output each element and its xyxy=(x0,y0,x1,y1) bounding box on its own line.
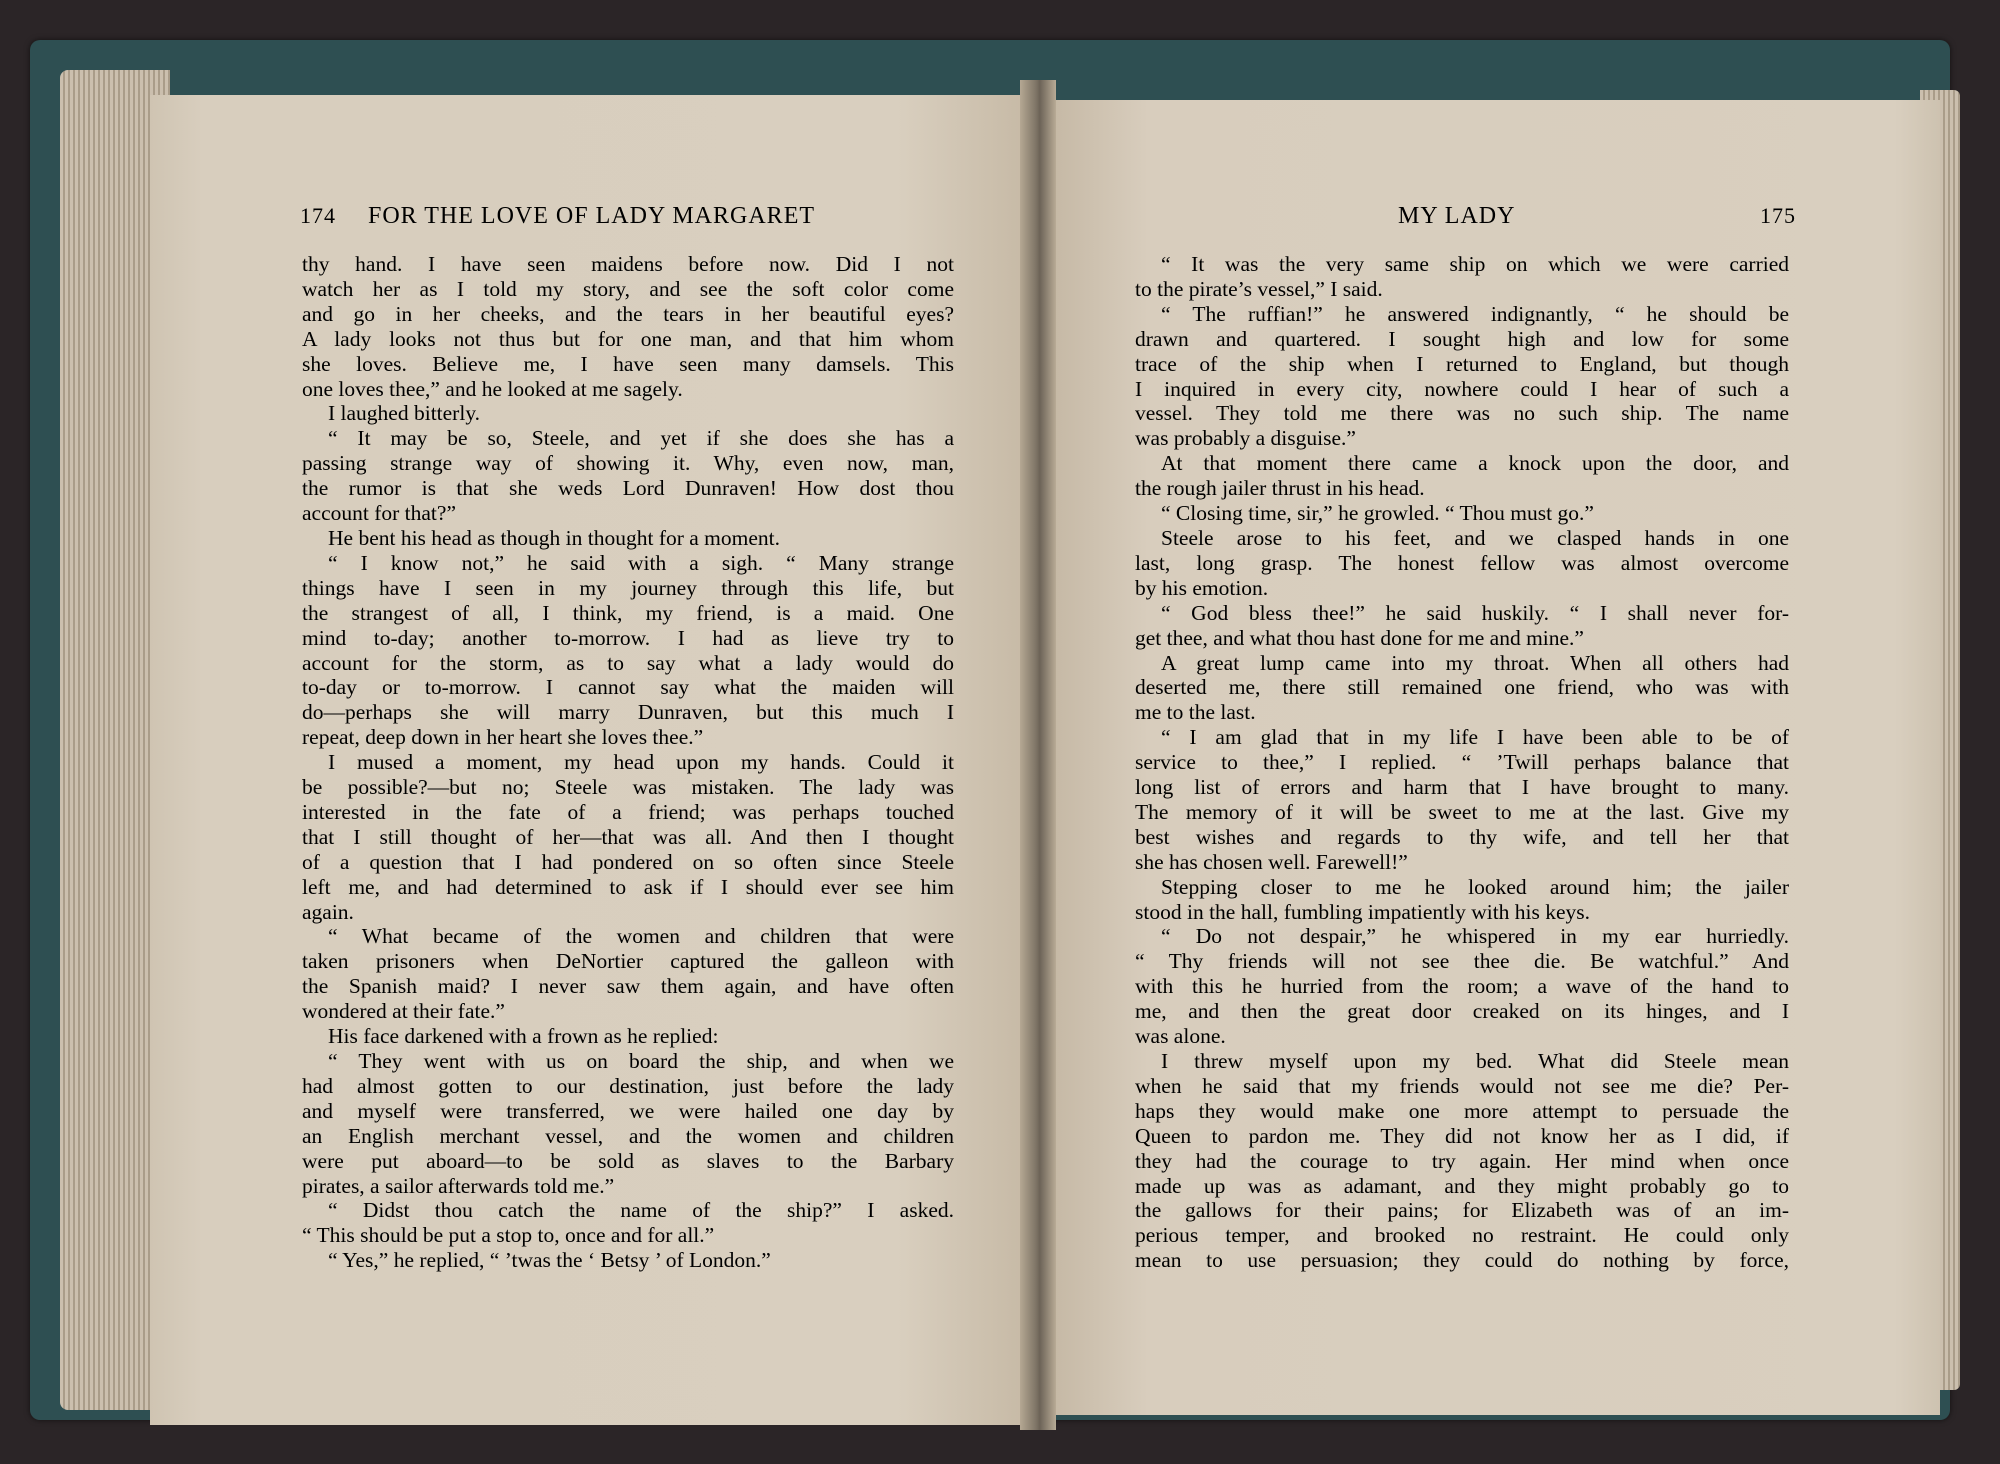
text-line: that I still thought of her—that was all. And then I thought xyxy=(302,824,954,849)
text-line: account for that?” xyxy=(302,501,456,526)
right-body-text xyxy=(1135,252,1789,1273)
text-line: service to thee,” I replied. “ ’Twill perhaps balance that xyxy=(1135,750,1789,775)
right-running-title: MY LADY xyxy=(1398,203,1516,229)
text-line: to the pirate’s vessel,” I said. xyxy=(1135,276,1383,301)
text-line: and myself were transferred, we were hailed one day by xyxy=(302,1098,954,1123)
text-line: last, long grasp. The honest fellow was almost overcome xyxy=(1135,550,1789,575)
text-line: “ It may be so, Steele, and yet if she does she has a xyxy=(328,426,954,451)
text-line: Queen to pardon me. They did not know her as I did, if xyxy=(1135,1123,1789,1148)
text-line: taken prisoners when DeNortier captured the galleon with xyxy=(302,949,954,974)
text-line: A great lump came into my throat. When all others had xyxy=(1161,650,1789,675)
text-line: “ Didst thou catch the name of the ship?” I asked. xyxy=(328,1198,954,1223)
text-line: “ It was the very same ship on which we were carried xyxy=(1161,252,1789,276)
text-line: “ This should be put a stop to, once and for all.” xyxy=(302,1223,715,1248)
text-line: At that moment there came a knock upon the door, and xyxy=(1161,451,1789,476)
text-line: mean to use persuasion; they could do nothing by force, xyxy=(1135,1248,1789,1273)
text-line: Stepping closer to me he looked around him; the jailer xyxy=(1161,874,1789,899)
text-line: one loves thee,” and he looked at me sagely. xyxy=(302,376,683,401)
text-line: perious temper, and brooked no restraint. He could only xyxy=(1135,1223,1789,1248)
text-line: interested in the fate of a friend; was perhaps touched xyxy=(302,799,954,824)
text-line: was alone. xyxy=(1135,1024,1226,1049)
book-gutter xyxy=(1020,80,1056,1430)
text-line: “ God bless thee!” he said huskily. “ I shall never for- xyxy=(1161,600,1789,625)
text-line: “ The ruffian!” he answered indignantly, “ he should be xyxy=(1161,301,1789,326)
text-line: “ Do not despair,” he whispered in my ear hurriedly. xyxy=(1161,924,1789,949)
text-line: drawn and quartered. I sought high and low for some xyxy=(1135,326,1789,351)
text-line: me, and then the great door creaked on its hinges, and I xyxy=(1135,999,1789,1024)
text-line: Steele arose to his feet, and we clasped hands in one xyxy=(1161,525,1789,550)
text-line: “ I am glad that in my life I have been able to be of xyxy=(1161,725,1789,750)
text-line: “ Thy friends will not see thee die. Be watchful.” And xyxy=(1135,949,1789,974)
text-line: mind to-day; another to-morrow. I had as lieve try to xyxy=(302,625,954,650)
text-line: “ What became of the women and children that were xyxy=(328,924,954,949)
text-line: The memory of it will be sweet to me at the last. Give my xyxy=(1135,799,1789,824)
text-line: vessel. They told me there was no such ship. The name xyxy=(1135,401,1789,426)
text-line: account for the storm, as to say what a lady would do xyxy=(302,650,954,675)
text-line: the rough jailer thrust in his head. xyxy=(1135,476,1425,501)
text-line: pirates, a sailor afterwards told me.” xyxy=(302,1173,615,1198)
text-line: trace of the ship when I returned to England, but though xyxy=(1135,351,1789,376)
text-line: His face darkened with a frown as he replied: xyxy=(328,1024,719,1049)
text-line: the strangest of all, I think, my friend, is a maid. One xyxy=(302,600,954,625)
text-line: I inquired in every city, nowhere could I hear of such a xyxy=(1135,376,1789,401)
text-line: be possible?—but no; Steele was mistaken. The lady was xyxy=(302,775,954,800)
text-line: “ Yes,” he replied, “ ’twas the ‘ Betsy ’ of London.” xyxy=(328,1248,771,1273)
text-line: she has chosen well. Farewell!” xyxy=(1135,849,1408,874)
text-line: I threw myself upon my bed. What did Steele mean xyxy=(1161,1049,1789,1073)
text-line: when he said that my friends would not see me die? Per- xyxy=(1135,1073,1789,1098)
text-line: an English merchant vessel, and the women and children xyxy=(302,1123,954,1148)
text-line: were put aboard—to be sold as slaves to the Barbary xyxy=(302,1148,954,1173)
text-line: repeat, deep down in her heart she loves thee.” xyxy=(302,725,704,750)
text-line: made up was as adamant, and they might probably go to xyxy=(1135,1173,1789,1198)
text-line: me to the last. xyxy=(1135,700,1256,725)
right-page-number: 175 xyxy=(1760,203,1796,228)
text-line: had almost gotten to our destination, just before the lady xyxy=(302,1073,954,1098)
text-line: do—perhaps she will marry Dunraven, but this much I xyxy=(302,700,954,725)
text-line: things have I seen in my journey through this life, but xyxy=(302,575,954,600)
text-line: get thee, and what thou hast done for me and mine.” xyxy=(1135,625,1584,650)
text-line: she loves. Believe me, I have seen many damsels. This xyxy=(302,351,954,376)
text-line: they had the courage to try again. Her mind when once xyxy=(1135,1148,1789,1173)
left-body-text xyxy=(302,252,954,1273)
text-line: watch her as I told my story, and see the soft color come xyxy=(302,276,954,301)
text-line: “ I know not,” he said with a sigh. “ Many strange xyxy=(328,550,954,575)
left-running-head xyxy=(300,203,815,230)
text-line: again. xyxy=(302,899,354,924)
text-line: A lady looks not thus but for one man, and that him whom xyxy=(302,326,954,351)
text-line: with this he hurried from the room; a wave of the hand to xyxy=(1135,974,1789,999)
text-line: of a question that I had pondered on so often since Steele xyxy=(302,849,954,874)
text-line: deserted me, there still remained one friend, who was with xyxy=(1135,675,1789,700)
text-line: long list of errors and harm that I have brought to many. xyxy=(1135,775,1789,800)
text-line: the gallows for their pains; for Elizabeth was of an im- xyxy=(1135,1198,1789,1223)
left-page-number: 174 xyxy=(300,203,336,228)
text-line: by his emotion. xyxy=(1135,575,1269,600)
text-line: was probably a disguise.” xyxy=(1135,426,1356,451)
left-running-title: FOR THE LOVE OF LADY MARGARET xyxy=(368,203,816,229)
text-line: the Spanish maid? I never saw them again, and have often xyxy=(302,974,954,999)
text-line: haps they would make one more attempt to persuade the xyxy=(1135,1098,1789,1123)
text-line: He bent his head as though in thought for a moment. xyxy=(328,525,781,550)
text-line: wondered at their fate.” xyxy=(302,999,505,1024)
text-line: passing strange way of showing it. Why, even now, man, xyxy=(302,451,954,476)
text-line: “ They went with us on board the ship, and when we xyxy=(328,1049,954,1073)
text-line: “ Closing time, sir,” he growled. “ Thou must go.” xyxy=(1161,501,1594,526)
text-line: I mused a moment, my head upon my hands. Could it xyxy=(328,750,954,775)
text-line: I laughed bitterly. xyxy=(328,401,481,426)
text-line: thy hand. I have seen maidens before now. Did I not xyxy=(302,252,954,276)
text-line: and go in her cheeks, and the tears in her beautiful eyes? xyxy=(302,301,954,326)
text-line: best wishes and regards to thy wife, and tell her that xyxy=(1135,824,1789,849)
text-line: left me, and had determined to ask if I should ever see him xyxy=(302,874,954,899)
text-line: the rumor is that she weds Lord Dunraven! How dost thou xyxy=(302,476,954,501)
text-line: stood in the hall, fumbling impatiently with his keys. xyxy=(1135,899,1591,924)
text-line: to-day or to-morrow. I cannot say what the maiden will xyxy=(302,675,954,700)
